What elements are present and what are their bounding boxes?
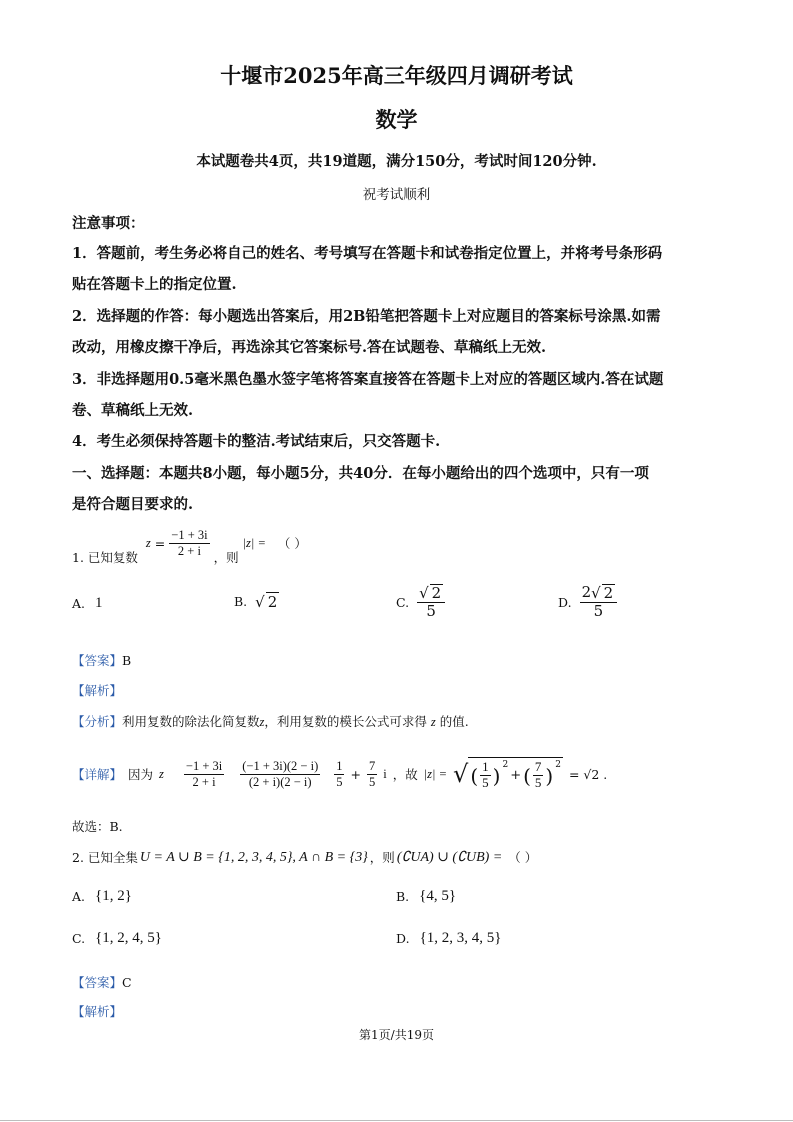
- question-1-numerator: −1 + 3i: [171, 528, 208, 543]
- detail-fraction-2-den: (2 + i)(2 − i): [248, 774, 312, 789]
- answer-1-value: B: [122, 653, 132, 668]
- q2-option-c-label: C.: [72, 931, 86, 946]
- detail-sqrt-frac-1-num: 1: [482, 759, 489, 775]
- detail-plus: +: [350, 766, 361, 782]
- q1-option-d-denominator: 5: [593, 602, 604, 621]
- q1-option-b-label: B.: [234, 594, 248, 609]
- detail-i: i: [383, 766, 387, 781]
- detail-z: z: [159, 766, 164, 781]
- note-3-line-2: 卷、草稿纸上无效.: [72, 402, 194, 419]
- answer-2-value: C: [122, 975, 132, 990]
- q2-option-d: [396, 930, 501, 947]
- detail-fraction-3-num: 1: [336, 759, 343, 774]
- note-1-line-2: 贴在答题卡上的指定位置.: [72, 276, 237, 293]
- exam-wish: 祝考试顺利: [362, 187, 431, 203]
- q2-option-d-value: {1, 2, 3, 4, 5}: [419, 930, 502, 946]
- detail-sqrt-frac-2-num: 7: [534, 759, 542, 775]
- detail-fraction-4: [367, 759, 377, 789]
- q1-option-a-value: 1: [95, 595, 103, 611]
- fenxi-text-3: 的值.: [439, 714, 469, 729]
- q1-option-c-value: $\frac{√ 2}{5}$: [417, 584, 445, 621]
- section-1-line-1: 一、选择题：本题共8小题，每小题5分，共40分．在每小题给出的四个选项中，只有一项: [72, 465, 649, 482]
- detail-fraction-1-num: −1 + 3i: [185, 759, 223, 774]
- question-1-prefix: 1. 已知复数: [72, 550, 138, 565]
- question-1-z: z: [145, 535, 151, 550]
- detail-fraction-1-den: 2 + i: [192, 774, 216, 789]
- q1-option-d-label: D.: [558, 594, 572, 610]
- detail-fraction-4-num: 7: [368, 759, 376, 774]
- q1-option-a: [72, 595, 103, 612]
- subject-title: 数学: [375, 107, 418, 132]
- q1-option-d: [558, 584, 617, 621]
- section-1-line-2: 是符合题目要求的.: [72, 496, 194, 513]
- detail-tag: 【详解】: [72, 767, 123, 782]
- question-2: [72, 848, 537, 866]
- note-4: 4．考生必须保持答题卡的整洁.考试结束后，只交答题卡.: [72, 433, 441, 450]
- question-2-expression: (∁UA) ∪ (∁UB) =: [396, 849, 503, 865]
- question-1-abs-z: |z| =: [242, 535, 266, 550]
- q1-option-b-radicand: 2: [267, 593, 278, 611]
- analysis-tag-2: 【解析】: [72, 1004, 123, 1019]
- detail-so: ，故: [392, 767, 418, 782]
- detail-fraction-3: [334, 759, 344, 789]
- choice-1: 故选：B.: [72, 819, 123, 834]
- q2-option-a-label: A.: [72, 889, 86, 904]
- q2-option-a: [72, 888, 132, 905]
- question-1-fraction: [169, 528, 209, 558]
- note-1-line-1: 1．答题前，考生务必将自己的姓名、考号填写在答题卡和试卷指定位置上，并将考号条形码: [72, 245, 663, 262]
- detail-exp-1: 2: [502, 760, 509, 771]
- q2-option-b-value: {4, 5}: [419, 888, 457, 904]
- question-1-eq: =: [154, 535, 166, 551]
- q1-option-c-label: C.: [396, 594, 410, 610]
- detail-result: = √2 .: [568, 766, 608, 782]
- question-2-paren: （ ）: [508, 850, 538, 865]
- fenxi-text-1: 利用复数的除法化简复数: [122, 714, 260, 729]
- q2-option-c: [72, 930, 162, 947]
- note-2-line-1: 2．选择题的作答：每小题选出答案后，用2B铅笔把答题卡上对应题目的答案标号涂黑.如需: [72, 308, 661, 325]
- question-1: [72, 520, 307, 566]
- note-2-line-2: 改动，用橡皮擦干净后，再选涂其它答案标号.答在试题卷、草稿纸上无效.: [72, 339, 547, 356]
- q2-option-a-value: {1, 2}: [95, 888, 132, 904]
- question-1-paren: （ ）: [277, 536, 307, 551]
- q1-option-d-value: $\frac{2√ 2}{5}$: [580, 584, 618, 621]
- analysis-tag-1: 【解析】: [72, 683, 123, 698]
- question-1-denominator: 2 + i: [177, 543, 201, 558]
- question-2-prefix: 2. 已知全集: [72, 850, 138, 865]
- q2-option-b-label: B.: [396, 889, 410, 904]
- q2-option-d-label: D.: [396, 931, 410, 946]
- answer-2: [72, 973, 132, 991]
- q1-option-b: [234, 592, 279, 611]
- question-2-mid: ，则: [369, 850, 395, 865]
- q1-option-c-denominator: 5: [426, 602, 436, 621]
- q1-option-c-radicand: 2: [431, 584, 442, 602]
- detail-exp-2: 2: [555, 760, 561, 771]
- detail-abs-z: |z| =: [423, 766, 448, 781]
- exam-title: 十堰市2025年高三年级四月调研考试: [220, 63, 573, 88]
- detail-sqrt-frac-1-den: 5: [482, 775, 489, 790]
- answer-tag: 【答案】: [72, 653, 123, 668]
- answer-1: [72, 651, 131, 669]
- question-1-mid: ，则: [213, 550, 239, 565]
- detail-fraction-1: [184, 759, 224, 789]
- fenxi-z-2: z: [430, 715, 436, 729]
- detail-sqrt-expression: √ ( $\frac{1}{5}$ ) $^2$ + ( $\frac{7}{5}$ ) $^2$: [453, 759, 561, 790]
- detail-sqrt-frac-2-den: 5: [534, 775, 542, 790]
- fenxi-z: z: [259, 715, 265, 729]
- exam-info: 本试题卷共4页，共19道题，满分150分，考试时间120分钟.: [196, 153, 597, 170]
- q1-option-a-label: A.: [72, 596, 86, 611]
- q1-option-d-coef: 2: [581, 583, 592, 602]
- q1-option-d-radicand: 2: [603, 584, 614, 602]
- q1-option-b-value: √ 2: [255, 593, 278, 611]
- detail-fraction-4-den: 5: [368, 774, 376, 789]
- detail-because: 因为: [128, 767, 154, 782]
- note-3-line-1: 3．非选择题用0.5毫米黑色墨水签字笔将答案直接答在答题卡上对应的答题区域内.答在试题: [72, 371, 664, 388]
- detail-fraction-2: [240, 759, 320, 789]
- page-number: 第1页/共19页: [359, 1028, 434, 1042]
- fenxi-tag: 【分析】: [72, 714, 123, 729]
- detail-fraction-3-den: 5: [336, 774, 343, 789]
- detail-1: [72, 748, 607, 800]
- q2-option-b: [396, 888, 456, 905]
- fenxi-1: [72, 712, 469, 730]
- notes-heading: 注意事项：: [72, 215, 145, 232]
- question-2-formula: U = A ∪ B = {1, 2, 3, 4, 5}, A ∩ B = {3}: [139, 849, 368, 865]
- q1-option-c: [396, 584, 445, 621]
- fenxi-text-2: ，利用复数的模长公式可求得: [264, 714, 427, 729]
- detail-fraction-2-num: (−1 + 3i)(2 − i): [242, 759, 319, 774]
- q2-option-c-value: {1, 2, 4, 5}: [95, 930, 162, 946]
- answer-tag-2: 【答案】: [72, 975, 123, 990]
- bottom-divider: [0, 1120, 793, 1121]
